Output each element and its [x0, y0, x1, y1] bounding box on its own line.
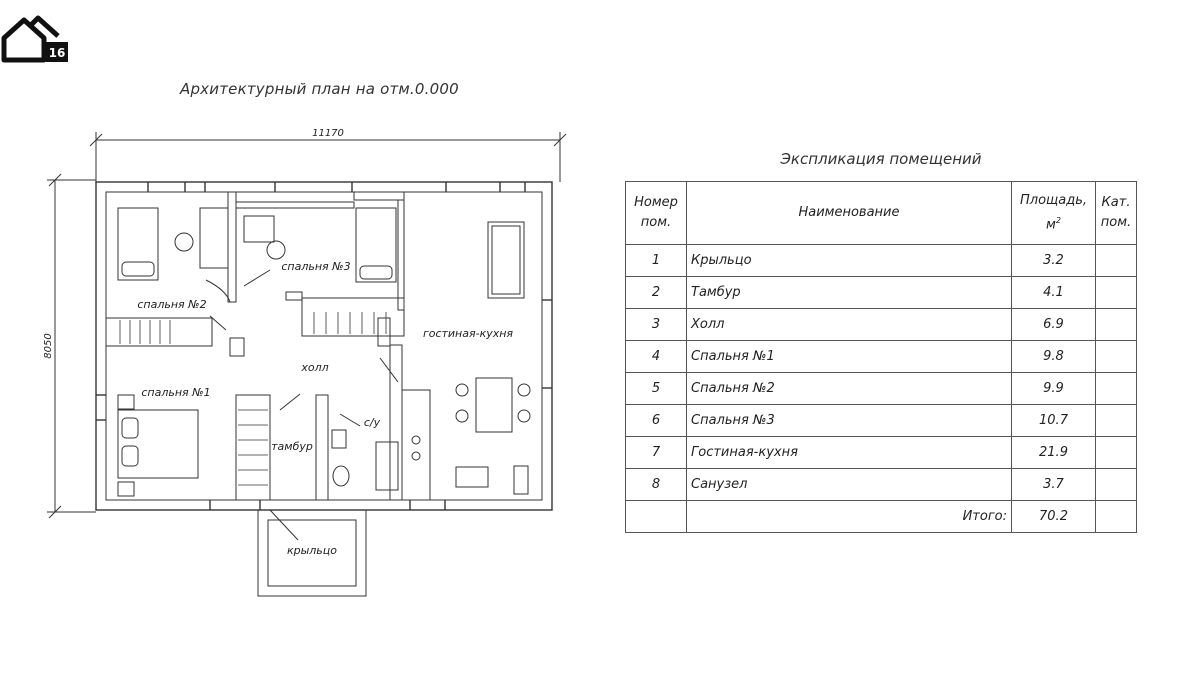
header-room-number: Номер пом.: [626, 182, 687, 245]
table-total-row: [626, 501, 1137, 533]
room-label-bathroom: с/у: [363, 416, 381, 429]
table-header-row: [626, 182, 1137, 245]
header-room-name: Наименование: [687, 182, 1012, 245]
table-row: 1 Крыльцо 3.2: [626, 245, 1137, 277]
dim-height-label: 8050: [43, 333, 54, 359]
table-row: 4 Спальня №1 9.8: [626, 341, 1137, 373]
table-row: 8 Санузел 3.7: [626, 469, 1137, 501]
table-row: 3 Холл 6.9: [626, 309, 1137, 341]
room-label-living-kitchen: гостиная-кухня: [422, 327, 514, 340]
plan-title: Архитектурный план на отм.0.000: [180, 80, 459, 98]
room-label-bedroom3: спальня №3: [281, 260, 351, 273]
table-row: 6 Спальня №3 10.7: [626, 405, 1137, 437]
table-row: 7 Гостиная-кухня 21.9: [626, 437, 1137, 469]
room-label-porch: крыльцо: [286, 544, 338, 557]
room-label-hall: холл: [301, 361, 329, 374]
house-logo-icon: [0, 12, 72, 64]
total-value: 70.2: [1012, 501, 1096, 533]
room-label-bedroom2: спальня №2: [137, 298, 207, 311]
logo-badge-number: 16: [48, 46, 66, 60]
room-label-tambour: тамбур: [271, 440, 313, 453]
dim-width-label: 11170: [312, 128, 344, 139]
floor-plan: [30, 120, 590, 610]
explication-table: [625, 181, 1137, 533]
room-label-bedroom1: спальня №1: [141, 386, 211, 399]
total-label: Итого:: [687, 501, 1012, 533]
header-area: Площадь, $м^2$: [1012, 182, 1096, 245]
header-category: Кат. пом.: [1096, 182, 1137, 245]
table-row: 5 Спальня №2 9.9: [626, 373, 1137, 405]
table-row: 2 Тамбур 4.1: [626, 277, 1137, 309]
explication-title: Экспликация помещений: [780, 150, 982, 168]
